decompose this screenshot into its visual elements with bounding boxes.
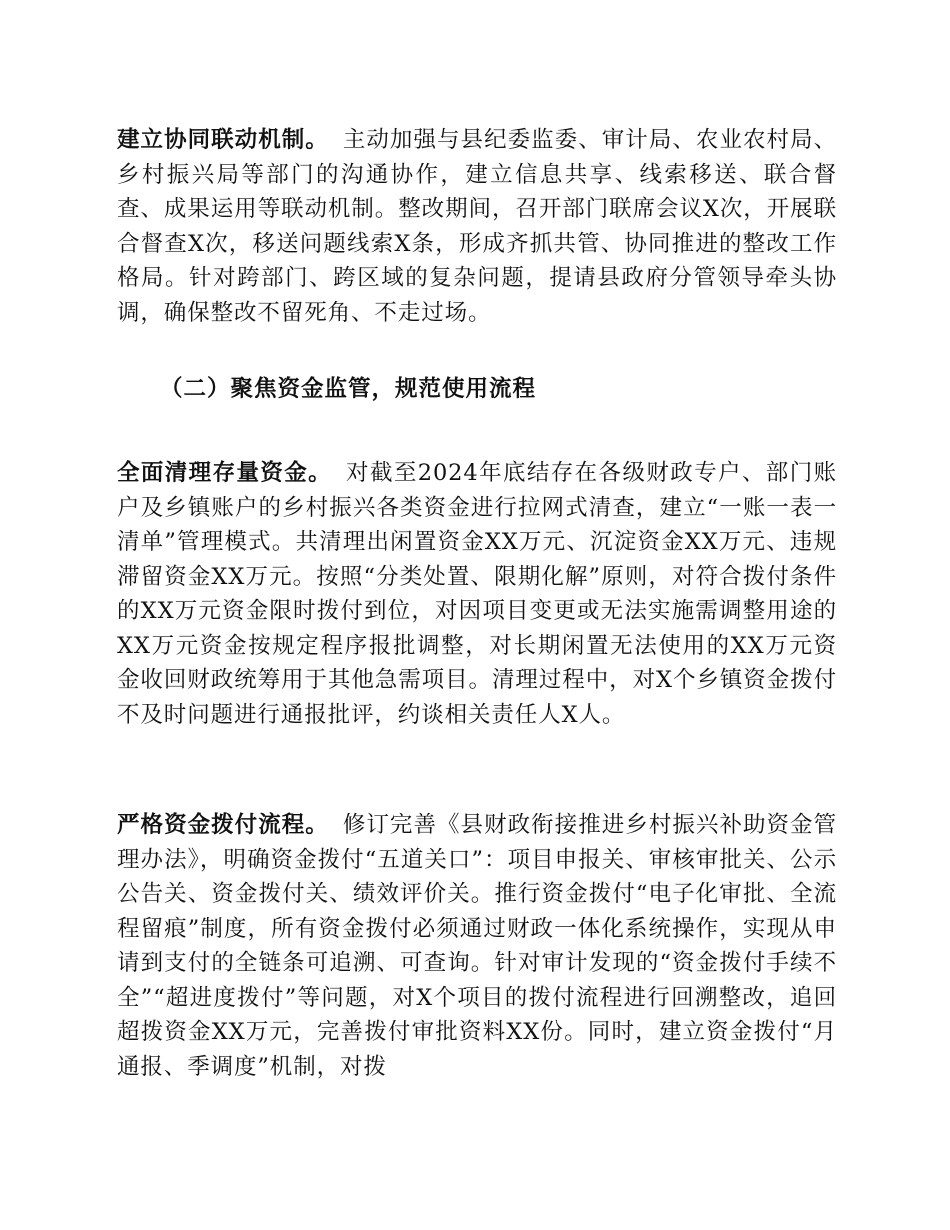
paragraph-coordination-mechanism <box>117 123 837 330</box>
section-heading: （二）聚焦资金监管，规范使用流程 <box>160 376 537 402</box>
paragraph-clean-up-funds <box>117 456 837 732</box>
paragraph-lead: 严格资金拨付流程。 <box>117 812 329 838</box>
paragraph-body: 修订完善《县财政衔接推进乡村振兴补助资金管理办法》，明确资金拨付“五道关口”：项目申报关、审核审批关、公示公告关、资金拨付关、绩效评价关。推行资金拨付“电子化审批、全流程留痕”制度，所有资金拨付必须通过财政一体化系统操作，实现从申请到支付的全链条可追溯、可查询。针对审计发现的“资金拨付手续不全”“超进度拨付”等问题，对X个项目的拨付流程进行回溯整改，追回超拨资金XX万元，完善拨付审批资料XX份。同时，建立资金拨付“月通报、季调度”机制，对拨 <box>117 812 837 1080</box>
paragraph-disbursement-process <box>117 808 837 1084</box>
paragraph-body: 对截至2024年底结存在各级财政专户、部门账户及乡镇账户的乡村振兴各类资金进行拉网式清查，建立“一账一表一清单”管理模式。共清理出闲置资金XX万元、沉淀资金XX万元、违规滞留资金XX万元。按照“分类处置、限期化解”原则，对符合拨付条件的XX万元资金限时拨付到位，对因项目变更或无法实施需调整用途的XX万元资金按规定程序报批调整，对长期闲置无法使用的XX万元资金收回财政统筹用于其他急需项目。清理过程中，对X个乡镇资金拨付不及时问题进行通报批评，约谈相关责任人X人。 <box>117 460 837 728</box>
paragraph-body: 主动加强与县纪委监委、审计局、农业农村局、乡村振兴局等部门的沟通协作，建立信息共享、线索移送、联合督查、成果运用等联动机制。整改期间，召开部门联席会议X次，开展联合督查X次，移送问题线索X条，形成齐抓共管、协同推进的整改工作格局。针对跨部门、跨区域的复杂问题，提请县政府分管领导牵头协调，确保整改不留死角、不走过场。 <box>117 127 837 326</box>
paragraph-lead: 建立协同联动机制。 <box>117 127 329 153</box>
paragraph-lead: 全面清理存量资金。 <box>117 460 333 486</box>
